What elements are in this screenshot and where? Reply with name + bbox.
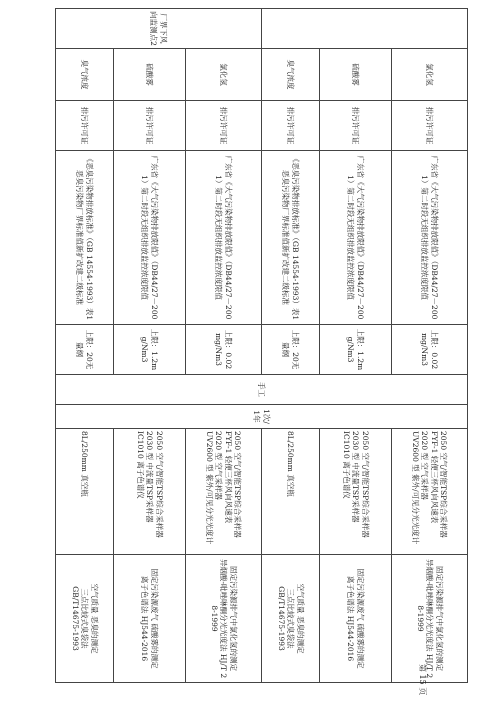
cell-method: 固定污染源排气中氯化氢的测定 异烟酸-吡唑啉酮分光光度法 HJ/T 28-1999 xyxy=(392,555,468,683)
cell-limit: 上限：20无量纲 xyxy=(262,325,320,375)
cell-pollutant: 氯化氢 xyxy=(392,49,468,101)
cell-pollutant: 臭气浓度 xyxy=(56,49,114,101)
cell-method: 空气质量 恶臭的测定 三点比较式臭袋法 GB/T14675-1993 xyxy=(56,555,114,683)
rotated-table-container xyxy=(56,8,468,682)
cell-standard-source: 排污许可证 xyxy=(186,101,262,151)
cell-location xyxy=(262,9,468,49)
table-row xyxy=(320,9,392,683)
cell-standard: 广东省《大气污染物排放限值》（DB44/27－2001）第二时段无组织排放监控浓度限值 xyxy=(186,151,262,325)
cell-equipment: 8L/250mm 真空瓶 xyxy=(262,429,320,555)
cell-standard-source: 排污许可证 xyxy=(262,101,320,151)
cell-location: 厂界下风向监测点2 xyxy=(56,9,262,49)
cell-limit: 上限：20无量纲 xyxy=(56,325,114,375)
table-row xyxy=(262,9,320,683)
cell-equipment: 2050 空气/智能TSP综合采样器 FYF-1 轻便三杯风向风速表 2020 型 空气采样器 UV2600 型 紫外/可见分光光度计 xyxy=(392,429,468,555)
cell-standard-source: 排污许可证 xyxy=(320,101,392,151)
cell-standard-source: 排污许可证 xyxy=(392,101,468,151)
monitoring-table xyxy=(55,8,468,683)
cell-pollutant: 臭气浓度 xyxy=(262,49,320,101)
cell-limit: 上限：0.02mg/Nm3 xyxy=(392,325,468,375)
cell-standard-source: 排污许可证 xyxy=(114,101,186,151)
cell-method: 空气质量 恶臭的测定 三点比较式臭袋法 GB/T14675-1993 xyxy=(262,555,320,683)
page-number: 第 15 页 xyxy=(417,664,427,696)
table-row xyxy=(114,9,186,683)
cell-equipment: 8L/250mm 真空瓶 xyxy=(56,429,114,555)
cell-limit: 上限：1.2mg/Nm3 xyxy=(114,325,186,375)
cell-standard: 广东省《大气污染物排放限值》（DB44/27－2001）第二时段无组织排放监控浓度限值 xyxy=(320,151,392,325)
cell-standard-source: 排污许可证 xyxy=(56,101,114,151)
cell-standard: 《恶臭污染物排放标准》（GB 14554-1993）表1 恶臭污染物厂界标准值新扩改建二级标准 xyxy=(262,151,320,325)
cell-limit: 上限：0.02mg/Nm3 xyxy=(186,325,262,375)
cell-standard: 广东省《大气污染物排放限值》（DB44/27－2001）第二时段无组织排放监控浓度限值 xyxy=(392,151,468,325)
table-body xyxy=(56,9,468,683)
cell-method: 固定污染源废气 硫酸雾的测定 离子色谱法 HJ544-2016 xyxy=(320,555,392,683)
cell-pollutant: 硫酸雾 xyxy=(114,49,186,101)
cell-pollutant: 氯化氢 xyxy=(186,49,262,101)
cell-equipment: 2050 空气/智能TSP综合采样器 2030 型 中流量TSP采样器 IC1010 离子色谱仪 xyxy=(320,429,392,555)
cell-equipment: 2050 空气/智能TSP综合采样器 FYF-1 轻便三杯风向风速表 2020 型 空气采样器 UV2600 型 紫外/可见分光光度计 xyxy=(186,429,262,555)
cell-limit: 上限：1.2mg/Nm3 xyxy=(320,325,392,375)
cell-method: 固定污染源排气中氯化氢的测定 异烟酸-吡唑啉酮分光光度法 HJ/T 28-1999 xyxy=(186,555,262,683)
cell-frequency: 1次/1年 xyxy=(56,405,468,429)
cell-mode: 手工 xyxy=(56,375,468,405)
table-row xyxy=(56,9,114,683)
table-row xyxy=(392,9,468,683)
cell-method: 固定污染源废气 硫酸雾的测定 离子色谱法 HJ544-2016 xyxy=(114,555,186,683)
cell-standard: 广东省《大气污染物排放限值》（DB44/27－2001）第二时段无组织排放监控浓度限值 xyxy=(114,151,186,325)
cell-equipment: 2050 空气/智能TSP综合采样器 2030 型 中流量TSP采样器 IC1010 离子色谱仪 xyxy=(114,429,186,555)
cell-pollutant: 硫酸雾 xyxy=(320,49,392,101)
cell-standard: 《恶臭污染物排放标准》（GB 14554-1993）表1 恶臭污染物厂界标准值新扩改建二级标准 xyxy=(56,151,114,325)
table-row xyxy=(186,9,262,683)
